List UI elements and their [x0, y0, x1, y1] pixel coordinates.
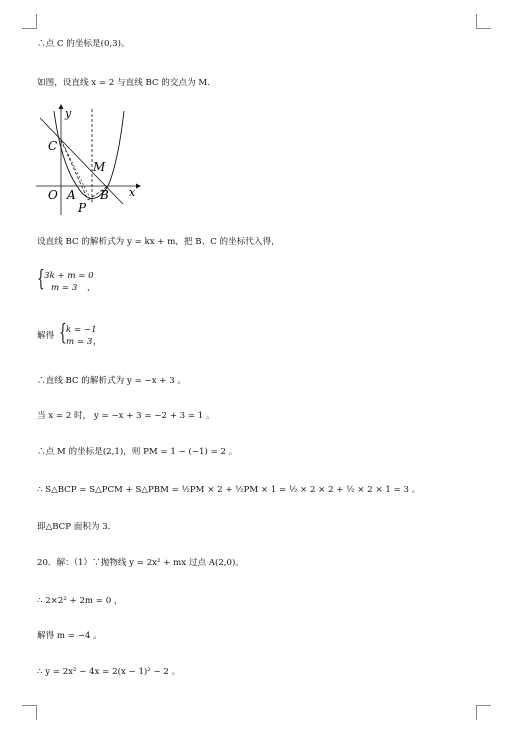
crop-mark-bottom-right — [476, 705, 491, 720]
system-1-tail: ， — [87, 283, 96, 293]
x-axis-arrow — [136, 184, 141, 189]
system-2-row-2: m = 3 — [66, 337, 93, 347]
label-p: P — [78, 201, 87, 215]
system-2-tail: ， — [93, 337, 102, 347]
line-intersection-m: 如图，设直线 x = 2 与直线 BC 的交点为 M. — [37, 78, 210, 88]
label-m: M — [93, 160, 106, 174]
line-vertex-form: ∴ y = 2x² − 4x = 2(x − 1)² − 2 。 — [37, 667, 181, 677]
y-axis-arrow — [59, 104, 64, 109]
system-2-prefix: 解得 — [37, 331, 55, 341]
crop-mark-top-right — [476, 14, 491, 29]
label-c: C — [48, 139, 58, 153]
label-y: y — [65, 107, 72, 120]
line-substitution: ∴ 2×2² + 2m = 0 ， — [37, 596, 123, 606]
line-point-c-coordinates: ∴点 C 的坐标是(0,3)。 — [37, 39, 130, 49]
line-solve-m: 解得 m = −4 。 — [37, 631, 102, 641]
segment-cp-solid — [61, 140, 92, 202]
system-2-brace: { — [59, 321, 67, 346]
line-when-x-2: 当 x = 2 时， y = −x + 3 = −2 + 3 = 1 。 — [37, 411, 215, 421]
label-a: A — [67, 188, 76, 202]
line-area-result: 即△BCP 面积为 3. — [37, 522, 111, 532]
line-bc-setup: 设直线 BC 的解析式为 y = kx + m，把 B、C 的坐标代入得， — [37, 237, 280, 247]
equation-system-1 — [37, 269, 117, 295]
equation-system-2 — [37, 323, 157, 349]
line-area-computation: ∴ S△BCP = S△PCM + S△PBM = ½PM × 2 + ½PM × 1 = ½ × 2 × 2 + ½ × 2 × 1 = 3 。 — [37, 485, 421, 495]
crop-mark-bottom-left — [22, 705, 37, 720]
line-bc-result: ∴直线 BC 的解析式为 y = −x + 3 。 — [37, 376, 187, 386]
label-o: O — [48, 188, 58, 202]
system-1-row-1: 3k + m = 0 — [44, 271, 94, 281]
system-1-brace: { — [37, 267, 45, 292]
label-b: B — [100, 188, 109, 202]
system-2-row-1: k = −1 — [66, 325, 97, 335]
crop-mark-top-left — [22, 14, 37, 29]
label-x: x — [129, 186, 136, 199]
line-problem-20: 20．解：（1）∵抛物线 y = 2x² + mx 过点 A(2,0)。 — [37, 558, 244, 568]
system-1-row-2: m = 3 — [51, 283, 78, 293]
parabola-curve — [54, 111, 124, 199]
line-point-m-pm: ∴点 M 的坐标是(2,1)，则 PM = 1 − (−1) = 2 。 — [37, 447, 238, 457]
parabola-figure — [32, 103, 142, 215]
